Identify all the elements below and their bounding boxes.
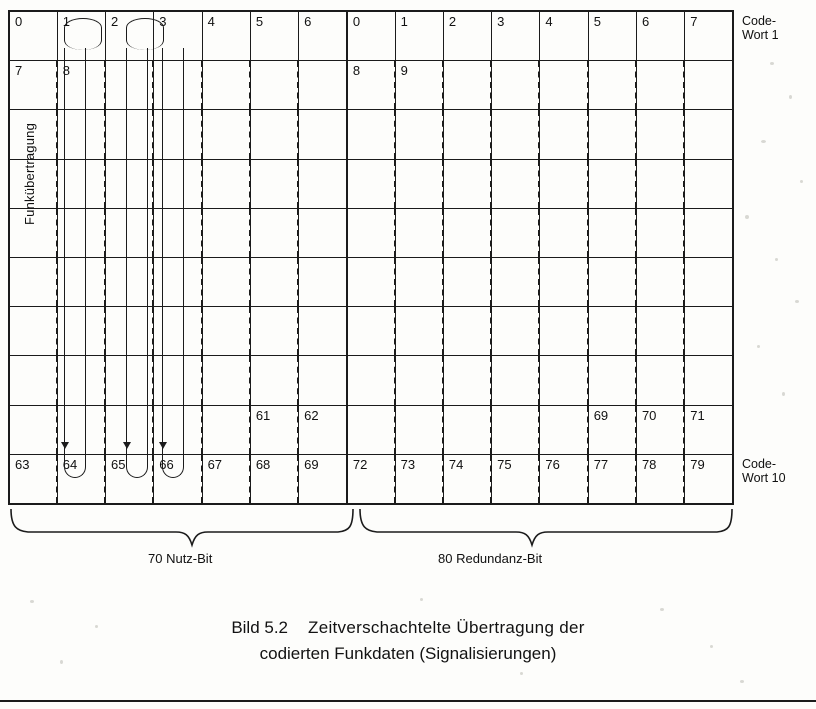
grid-cell-right-1-5 <box>588 110 636 159</box>
grid-cell-left-h-1: 1 <box>57 11 105 61</box>
grid-cell-left-5-0 <box>9 307 57 356</box>
grid-cell-right-5-6 <box>636 307 684 356</box>
table-row <box>9 356 733 405</box>
grid-cell-left-7-5: 61 <box>250 405 298 454</box>
grid-cell-left-4-5 <box>250 257 298 306</box>
grid-cell-left-1-4 <box>202 110 250 159</box>
grid-cell-right-3-6 <box>636 208 684 257</box>
grid-cell-right-0-3 <box>492 61 540 110</box>
grid-cell-right-7-0 <box>347 405 395 454</box>
interleaving-grid <box>8 10 734 505</box>
grid-cell-right-4-1 <box>395 257 443 306</box>
grid-cell-left-8-6: 69 <box>299 454 347 504</box>
grid-cell-right-8-1: 73 <box>395 454 443 504</box>
grid-cell-left-4-0 <box>9 257 57 306</box>
grid-cell-right-1-2 <box>443 110 491 159</box>
grid-cell-right-h-5: 5 <box>588 11 636 61</box>
grid-cell-right-1-6 <box>636 110 684 159</box>
grid-cell-right-2-1 <box>395 159 443 208</box>
grid-cell-right-5-3 <box>492 307 540 356</box>
scan-speckle <box>660 608 664 611</box>
grid-cell-right-0-7 <box>685 61 733 110</box>
grid-cell-right-3-4 <box>540 208 588 257</box>
grid-cell-right-6-0 <box>347 356 395 405</box>
code-word-bottom-label <box>742 457 786 485</box>
caption-line-2: codierten Funkdaten (Signalisierungen) <box>259 644 557 663</box>
grid-cell-right-0-1: 9 <box>395 61 443 110</box>
grid-cell-right-6-3 <box>492 356 540 405</box>
grid-cell-left-h-3: 3 <box>154 11 202 61</box>
grid-cell-right-3-2 <box>443 208 491 257</box>
table-row <box>9 159 733 208</box>
grid-cell-left-0-4 <box>202 61 250 110</box>
grid-cell-right-6-7 <box>685 356 733 405</box>
grid-cell-right-7-3 <box>492 405 540 454</box>
scan-speckle <box>740 680 744 683</box>
grid-cell-left-2-4 <box>202 159 250 208</box>
grid-cell-right-8-0: 72 <box>347 454 395 504</box>
grid-cell-right-8-4: 76 <box>540 454 588 504</box>
table-row <box>9 307 733 356</box>
grid-cell-left-8-3: 66 <box>154 454 202 504</box>
interleave-arrow-3-head <box>159 442 167 449</box>
grid-cell-left-6-0 <box>9 356 57 405</box>
grid-cell-right-h-1: 1 <box>395 11 443 61</box>
grid-cell-right-5-1 <box>395 307 443 356</box>
grid-cell-left-3-4 <box>202 208 250 257</box>
grid-cell-right-h-7: 7 <box>685 11 733 61</box>
grid-cell-left-6-6 <box>299 356 347 405</box>
grid-cell-left-7-0 <box>9 405 57 454</box>
grid-cell-right-3-7 <box>685 208 733 257</box>
code-word-bottom-line1: Code- <box>742 457 777 471</box>
grid-cell-left-h-6: 6 <box>299 11 347 61</box>
grid-cell-right-3-0 <box>347 208 395 257</box>
grid-cell-right-h-4: 4 <box>540 11 588 61</box>
brace-area <box>8 505 734 575</box>
grid-cell-right-4-7 <box>685 257 733 306</box>
table-row <box>9 454 733 504</box>
brace-svg <box>8 505 734 575</box>
scan-speckle <box>30 600 34 603</box>
grid-cell-right-4-6 <box>636 257 684 306</box>
grid-cell-left-4-4 <box>202 257 250 306</box>
grid-cell-left-h-5: 5 <box>250 11 298 61</box>
grid-cell-left-0-0: 7 <box>9 61 57 110</box>
caption-text-line1: Zeitverschachtelte Übertragung der <box>308 618 585 637</box>
highlight-header-1 <box>64 18 102 50</box>
grid-cell-right-1-3 <box>492 110 540 159</box>
scan-speckle <box>757 345 760 348</box>
table-row <box>9 110 733 159</box>
grid-cell-right-h-0: 0 <box>347 11 395 61</box>
grid-cell-right-1-1 <box>395 110 443 159</box>
page-bottom-rule <box>0 700 816 702</box>
interleave-arrow-2-head <box>123 442 131 449</box>
grid-cell-left-8-4: 67 <box>202 454 250 504</box>
table-row <box>9 257 733 306</box>
grid-cell-left-h-2: 2 <box>106 11 154 61</box>
code-word-bottom-line2: Wort 10 <box>742 471 786 485</box>
funkuebertragung-label: Funkübertragung <box>22 122 37 225</box>
grid-cell-left-0-1: 8 <box>57 61 105 110</box>
brace-left-label: 70 Nutz-Bit <box>148 551 213 566</box>
grid-cell-right-7-5: 69 <box>588 405 636 454</box>
grid-cell-left-8-1: 64 <box>57 454 105 504</box>
grid-cell-left-1-6 <box>299 110 347 159</box>
figure-number: Bild 5.2 <box>231 618 289 637</box>
grid-cell-right-3-3 <box>492 208 540 257</box>
grid-cell-right-2-7 <box>685 159 733 208</box>
code-word-top-line2: Wort 1 <box>742 28 779 42</box>
grid-cell-right-6-1 <box>395 356 443 405</box>
scan-speckle <box>761 140 766 143</box>
grid-cell-right-4-3 <box>492 257 540 306</box>
table-row <box>9 61 733 110</box>
brace-left <box>11 509 353 545</box>
brace-right <box>360 509 732 545</box>
scan-speckle <box>745 215 749 219</box>
grid-cell-right-8-3: 75 <box>492 454 540 504</box>
table-row <box>9 405 733 454</box>
interleave-arrow-2 <box>126 48 148 478</box>
grid-cell-right-h-2: 2 <box>443 11 491 61</box>
grid-cell-left-3-5 <box>250 208 298 257</box>
grid-cell-right-2-4 <box>540 159 588 208</box>
grid-table <box>8 10 734 505</box>
grid-cell-right-h-3: 3 <box>492 11 540 61</box>
code-word-top-label <box>742 14 779 42</box>
grid-cell-left-5-6 <box>299 307 347 356</box>
grid-cell-left-5-5 <box>250 307 298 356</box>
grid-cell-left-8-2: 65 <box>106 454 154 504</box>
grid-cell-right-5-4 <box>540 307 588 356</box>
grid-cell-right-0-0: 8 <box>347 61 395 110</box>
grid-cell-left-7-4 <box>202 405 250 454</box>
grid-cell-right-0-6 <box>636 61 684 110</box>
grid-cell-left-0-5 <box>250 61 298 110</box>
grid-cell-right-6-6 <box>636 356 684 405</box>
grid-cell-right-5-5 <box>588 307 636 356</box>
grid-cell-right-6-4 <box>540 356 588 405</box>
grid-header-row <box>9 11 733 61</box>
grid-cell-right-8-7: 79 <box>685 454 733 504</box>
scan-speckle <box>420 598 423 601</box>
grid-cell-right-7-7: 71 <box>685 405 733 454</box>
grid-cell-right-5-2 <box>443 307 491 356</box>
grid-cell-right-3-1 <box>395 208 443 257</box>
grid-cell-right-5-0 <box>347 307 395 356</box>
grid-cell-right-4-0 <box>347 257 395 306</box>
grid-cell-left-8-0: 63 <box>9 454 57 504</box>
grid-cell-right-7-2 <box>443 405 491 454</box>
grid-cell-left-2-6 <box>299 159 347 208</box>
caption-line-1 <box>0 615 816 641</box>
grid-cell-right-1-4 <box>540 110 588 159</box>
grid-cell-left-7-6: 62 <box>299 405 347 454</box>
grid-cell-left-2-5 <box>250 159 298 208</box>
scan-speckle <box>520 672 523 675</box>
grid-cell-left-8-5: 68 <box>250 454 298 504</box>
grid-cell-right-0-2 <box>443 61 491 110</box>
grid-cell-right-2-3 <box>492 159 540 208</box>
grid-cell-right-4-2 <box>443 257 491 306</box>
grid-cell-left-3-6 <box>299 208 347 257</box>
code-word-top-line1: Code- <box>742 14 777 28</box>
grid-cell-right-6-5 <box>588 356 636 405</box>
scan-speckle <box>770 62 774 65</box>
grid-cell-right-4-4 <box>540 257 588 306</box>
grid-cell-right-6-2 <box>443 356 491 405</box>
grid-cell-left-1-5 <box>250 110 298 159</box>
grid-cell-right-1-7 <box>685 110 733 159</box>
interleave-arrow-3 <box>162 48 184 478</box>
highlight-header-2 <box>126 18 164 50</box>
grid-cell-left-6-5 <box>250 356 298 405</box>
grid-cell-left-4-6 <box>299 257 347 306</box>
grid-cell-right-2-5 <box>588 159 636 208</box>
table-row <box>9 208 733 257</box>
scan-speckle <box>795 300 799 303</box>
grid-cell-right-5-7 <box>685 307 733 356</box>
grid-cell-right-0-5 <box>588 61 636 110</box>
brace-right-label: 80 Redundanz-Bit <box>438 551 543 566</box>
grid-cell-left-h-0: 0 <box>9 11 57 61</box>
grid-cell-right-1-0 <box>347 110 395 159</box>
figure-caption <box>0 615 816 667</box>
scan-speckle <box>789 95 792 99</box>
grid-cell-right-2-0 <box>347 159 395 208</box>
grid-cell-left-h-4: 4 <box>202 11 250 61</box>
grid-cell-left-6-4 <box>202 356 250 405</box>
grid-cell-right-0-4 <box>540 61 588 110</box>
grid-cell-right-8-6: 78 <box>636 454 684 504</box>
grid-cell-right-h-6: 6 <box>636 11 684 61</box>
grid-cell-right-4-5 <box>588 257 636 306</box>
interleave-arrow-1-head <box>61 442 69 449</box>
grid-cell-left-5-4 <box>202 307 250 356</box>
grid-cell-right-7-6: 70 <box>636 405 684 454</box>
interleave-arrow-1 <box>64 48 86 478</box>
grid-cell-right-2-6 <box>636 159 684 208</box>
scan-speckle <box>782 392 785 396</box>
grid-cell-right-8-5: 77 <box>588 454 636 504</box>
grid-cell-right-7-1 <box>395 405 443 454</box>
scan-speckle <box>800 180 803 183</box>
grid-cell-right-3-5 <box>588 208 636 257</box>
grid-cell-right-8-2: 74 <box>443 454 491 504</box>
grid-cell-right-7-4 <box>540 405 588 454</box>
grid-cell-right-2-2 <box>443 159 491 208</box>
scan-speckle <box>775 258 778 261</box>
grid-cell-left-0-6 <box>299 61 347 110</box>
